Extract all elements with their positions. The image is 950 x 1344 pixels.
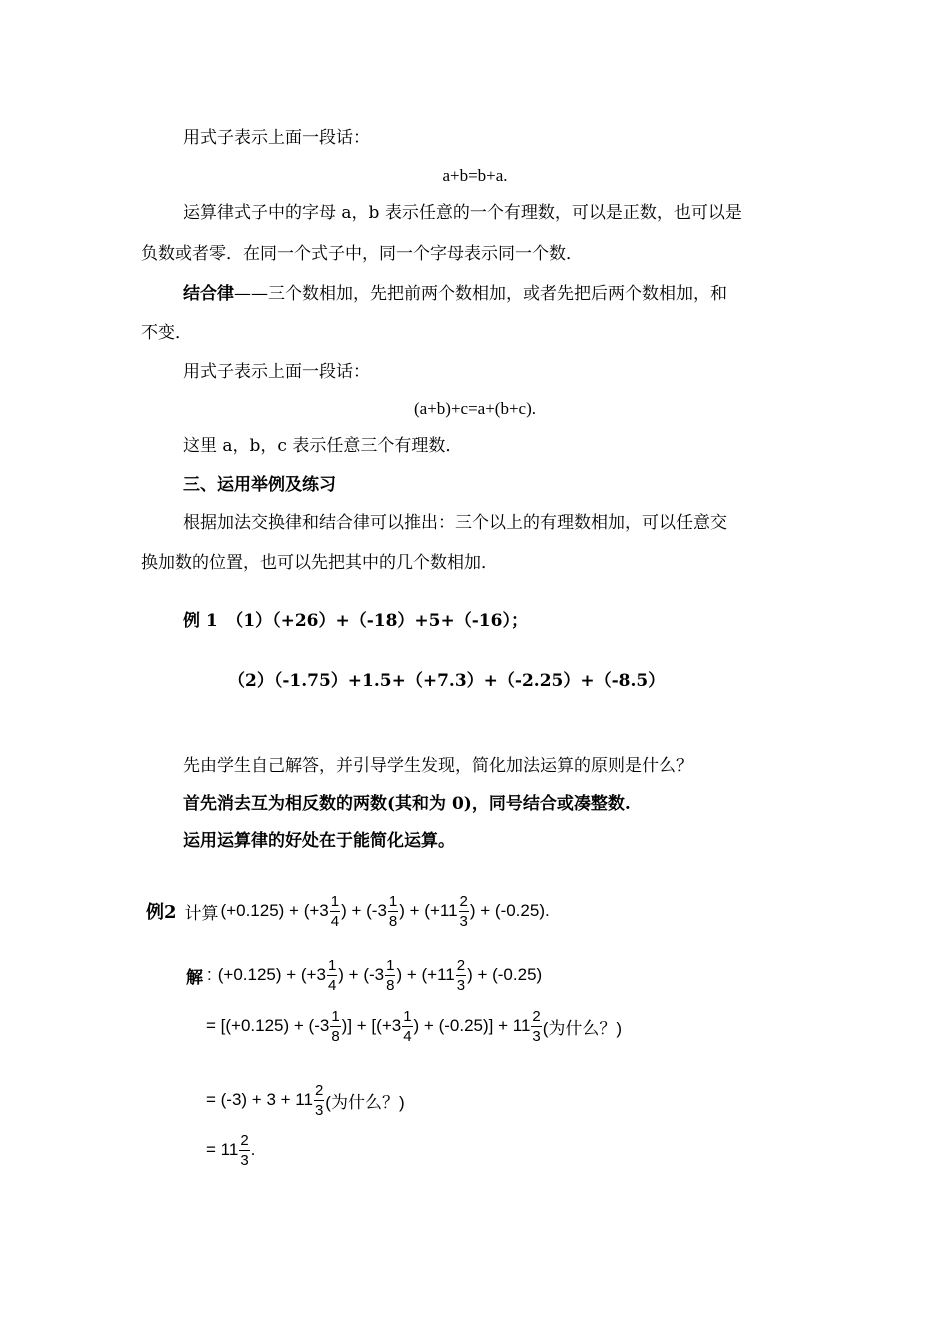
section-heading: 三、运用举例及练习 bbox=[183, 475, 336, 495]
numerator: 1 bbox=[331, 1007, 340, 1025]
solution-line1 bbox=[186, 955, 542, 995]
fraction bbox=[402, 1009, 412, 1044]
term: ) + (-0.25)] + 11 bbox=[413, 1016, 531, 1035]
denominator: 4 bbox=[330, 912, 340, 930]
paragraph-deduction-line1: 根据加法交换律和结合律可以推出：三个以上的有理数相加，可以任意交 bbox=[183, 513, 727, 533]
denominator: 3 bbox=[314, 1101, 324, 1119]
term: ) + (-0.25). bbox=[469, 901, 550, 920]
formula-commutative: a+b=b+a. bbox=[442, 166, 508, 185]
term: = 11 bbox=[206, 1140, 239, 1159]
numerator: 1 bbox=[403, 1007, 412, 1025]
numerator: 2 bbox=[532, 1007, 541, 1025]
example1-part1: 例 1 （1）（+26）+（-18）+5+（-16）； bbox=[183, 611, 528, 631]
example2-problem bbox=[146, 891, 550, 931]
numerator: 1 bbox=[388, 892, 398, 910]
paragraph-question: 先由学生自己解答，并引导学生发现，简化加法运算的原则是什么？ bbox=[183, 756, 693, 776]
formula-associative: (a+b)+c=a+(b+c). bbox=[413, 399, 536, 418]
solution-line4 bbox=[206, 1130, 255, 1170]
fraction bbox=[330, 894, 340, 929]
fraction bbox=[531, 1009, 541, 1044]
fraction bbox=[385, 958, 395, 993]
paragraph-abc: 这里 a，b，c 表示任意三个有理数． bbox=[183, 436, 463, 456]
associative-term: 结合律 bbox=[183, 284, 234, 304]
term: ) + (-0.25) bbox=[467, 965, 543, 984]
paragraph-associative bbox=[183, 282, 727, 306]
associative-definition: ——三个数相加，先把前两个数相加，或者先把后两个数相加，和 bbox=[234, 284, 727, 304]
example2-label: 例2 bbox=[146, 902, 177, 923]
bold-principle: 首先消去互为相反数的两数(其和为 0)，同号结合或凑整数. bbox=[183, 794, 631, 814]
numerator: 2 bbox=[240, 1131, 249, 1149]
term: = (-3) + 3 + 11 bbox=[206, 1090, 313, 1109]
term: ) + (+11 bbox=[399, 901, 458, 920]
fraction bbox=[459, 894, 469, 929]
paragraph-formula-intro-1: 用式子表示上面一段话： bbox=[183, 128, 370, 148]
term: (+0.125) + (+3 bbox=[220, 901, 329, 920]
why-note: (为什么？) bbox=[542, 1018, 623, 1038]
paragraph-letters-line1: 运算律式子中的字母 a，b 表示任意的一个有理数，可以是正数，也可以是 bbox=[183, 203, 742, 223]
solution-line2 bbox=[206, 1006, 622, 1046]
term: )] + [(+3 bbox=[341, 1016, 402, 1035]
denominator: 8 bbox=[331, 1027, 340, 1045]
fraction bbox=[456, 958, 466, 993]
bold-benefit: 运用运算律的好处在于能简化运算。 bbox=[183, 831, 455, 851]
term: = [(+0.125) + (-3 bbox=[206, 1016, 330, 1035]
example1-part2: （2）（-1.75）+1.5+（+7.3）+（-2.25）+（-8.5） bbox=[228, 671, 666, 691]
denominator: 3 bbox=[456, 976, 466, 994]
term: ) + (+11 bbox=[396, 965, 455, 984]
numerator: 2 bbox=[456, 956, 466, 974]
numerator: 2 bbox=[314, 1081, 324, 1099]
denominator: 3 bbox=[240, 1151, 249, 1169]
denominator: 4 bbox=[403, 1027, 412, 1045]
paragraph-letters-line2: 负数或者零．在同一个式子中，同一个字母表示同一个数． bbox=[141, 244, 583, 264]
paragraph-formula-intro-2: 用式子表示上面一段话： bbox=[183, 362, 370, 382]
solution-line3 bbox=[206, 1080, 405, 1120]
numerator: 2 bbox=[459, 892, 468, 910]
fraction bbox=[330, 1009, 340, 1044]
denominator: 3 bbox=[532, 1027, 541, 1045]
fraction bbox=[239, 1133, 249, 1168]
term: ) + (-3 bbox=[338, 965, 385, 984]
term: (+0.125) + (+3 bbox=[217, 965, 326, 984]
fraction bbox=[388, 894, 398, 929]
numerator: 1 bbox=[330, 892, 340, 910]
term: ) + (-3 bbox=[341, 901, 387, 920]
numerator: 1 bbox=[327, 956, 337, 974]
denominator: 3 bbox=[459, 912, 468, 930]
fraction bbox=[327, 958, 337, 993]
denominator: 8 bbox=[388, 912, 398, 930]
fraction bbox=[314, 1083, 324, 1118]
compute-word: 计算 bbox=[184, 903, 219, 924]
why-note: (为什么？) bbox=[325, 1092, 405, 1112]
paragraph-deduction-line2: 换加数的位置，也可以先把其中的几个数相加． bbox=[141, 553, 498, 573]
paragraph-associative-cont: 不变． bbox=[141, 323, 192, 343]
denominator: 8 bbox=[386, 976, 395, 994]
term: . bbox=[250, 1140, 256, 1159]
solution-label: 解 bbox=[186, 967, 203, 988]
numerator: 1 bbox=[386, 956, 395, 974]
denominator: 4 bbox=[327, 976, 337, 994]
colon: : bbox=[207, 965, 212, 984]
